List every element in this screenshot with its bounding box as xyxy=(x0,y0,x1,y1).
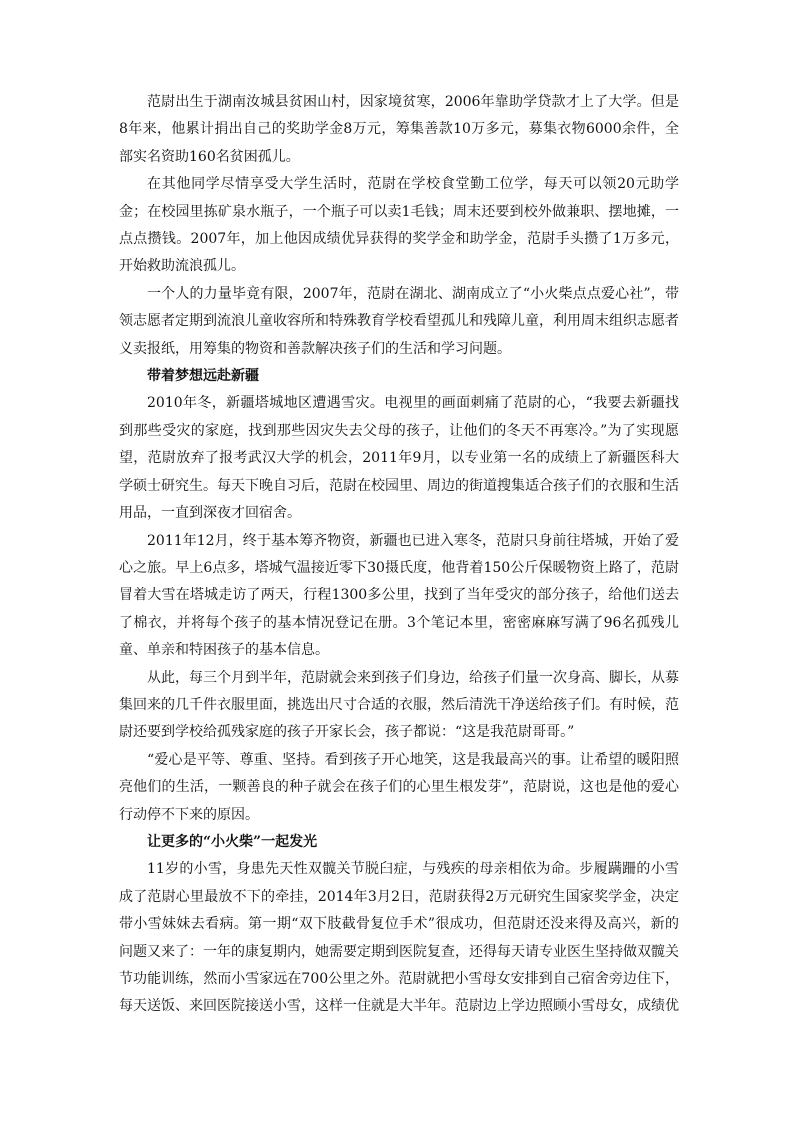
section-heading: 让更多的“小火柴”一起发光 xyxy=(147,833,318,850)
article-body xyxy=(119,89,679,1021)
paragraph: 2010年冬，新疆塔城地区遭遇雪灾。电视里的画面刺痛了范尉的心，“我要去新疆找到那些受灾的家庭，找到那些因灾失去父母的孩子，让他们的冬天不再寒冷。”为了实现愿望，范尉放弃了报考武汉大学的机会，2011年9月，以专业第一名的成绩上了新疆医科大学硕士研究生。每天下晚自习后，范尉在校园里、周边的街道搜集适合孩子们的衣服和生活用品，一直到深夜才回宿舍。 xyxy=(119,395,679,522)
paragraph: “爱心是平等、尊重、坚持。看到孩子开心地笑，这是我最高兴的事。让希望的暖阳照亮他们的生活，一颗善良的种子就会在孩子们的心里生根发芽”，范尉说，这也是他的爱心行动停不下来的原因。 xyxy=(119,751,679,823)
paragraph: 11岁的小雪，身患先天性双髋关节脱臼症，与残疾的母亲相依为命。步履蹒跚的小雪成了范尉心里最放不下的牵挂，2014年3月2日，范尉获得2万元研究生国家奖学金，决定带小雪妹妹去看病。第一期“双下肢截骨复位手术”很成功，但范尉还没来得及高兴，新的问题又来了：一年的康复期内，她需要定期到医院复查，还得每天请专业医生坚持做双髋关节功能训练，然而小雪家远在700公里之外。范尉就把小雪母女安排到自己宿舍旁边住下，每天送饭、来回医院接送小雪，这样一住就是大半年。范尉边上学边照顾小雪母女，成绩优 xyxy=(119,861,679,1015)
paragraph: 从此，每三个月到半年，范尉就会来到孩子们身边，给孩子们量一次身高、脚长，从募集回来的几千件衣服里面，挑选出尺寸合适的衣服，然后清洗干净送给孩子们。有时候，范尉还要到学校给孤残家庭的孩子开家长会，孩子都说：“这是我范尉哥哥。” xyxy=(119,669,679,741)
paragraph: 范尉出生于湖南汝城县贫困山村，因家境贫寒，2006年靠助学贷款才上了大学。但是8年来，他累计捐出自己的奖助学金8万元，筹集善款10万多元，募集衣物6000余件，全部实名资助160名贫困孤儿。 xyxy=(119,94,679,165)
paragraph: 一个人的力量毕竟有限，2007年，范尉在湖北、湖南成立了“小火柴点点爱心社”，带领志愿者定期到流浪儿童收容所和特殊教育学校看望孤儿和残障儿童，利用周末组织志愿者义卖报纸，用筹集的物资和善款解决孩子们的生活和学习问题。 xyxy=(119,285,679,357)
paragraph: 2011年12月，终于基本筹齐物资，新疆也已进入寒冬，范尉只身前往塔城，开始了爱心之旅。早上6点多，塔城气温接近零下30摄氏度，他背着150公斤保暖物资上路了，范尉冒着大雪在塔城走访了两天，行程1300多公里，找到了当年受灾的部分孩子，给他们送去了棉衣，并将每个孩子的基本情况登记在册。3个笔记本里，密密麻麻写满了96名孤残儿童、单亲和特困孩子的基本信息。 xyxy=(119,532,679,659)
paragraph: 在其他同学尽情享受大学生活时，范尉在学校食堂勤工位学，每天可以领20元助学金；在校园里拣矿泉水瓶子，一个瓶子可以卖1毛钱；周末还要到校外做兼职、摆地摊，一点点攒钱。2007年，加上他因成绩优异获得的奖学金和助学金，范尉手头攒了1万多元，开始救助流浪孤儿。 xyxy=(119,176,679,275)
section-heading: 带着梦想远赴新疆 xyxy=(147,368,259,385)
